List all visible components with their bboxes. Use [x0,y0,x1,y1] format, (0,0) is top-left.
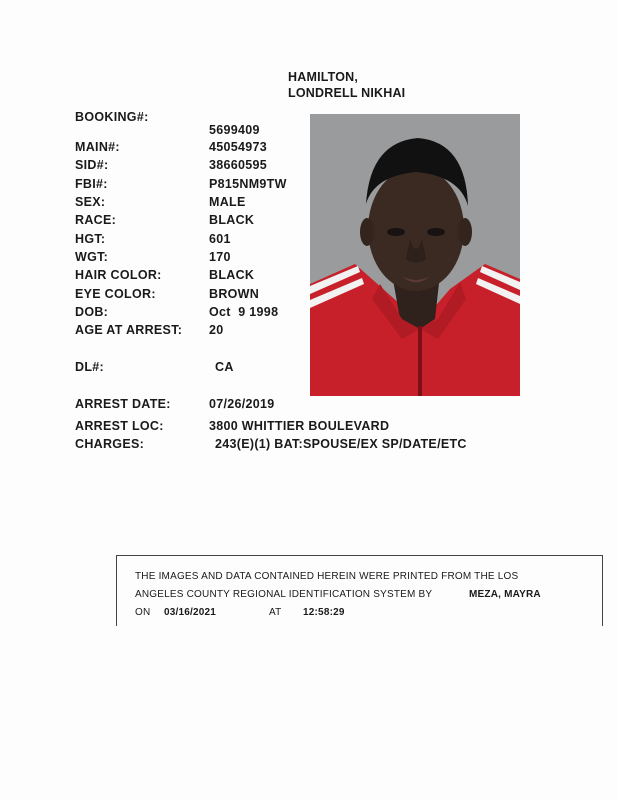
sex-value: MALE [209,195,246,209]
hgt-value: 601 [209,232,231,246]
subject-last-name: HAMILTON, [288,70,359,84]
print-date: 03/16/2021 [164,607,217,618]
arrest-date-value: 07/26/2019 [209,397,275,411]
hair-color-label: HAIR COLOR: [75,268,162,282]
subject-first-names: LONDRELL NIKHAI [288,86,406,100]
notice-line-1: THE IMAGES AND DATA CONTAINED HEREIN WERE PRINTED FROM THE LOS [135,571,519,582]
printed-by: MEZA, MAYRA [469,589,541,600]
eye-color-value: BROWN [209,287,260,301]
main-label: MAIN#: [75,140,120,154]
arrest-loc-label: ARREST LOC: [75,419,164,433]
booking-label: BOOKING#: [75,110,149,124]
dl-label: DL#: [75,360,104,374]
sex-label: SEX: [75,195,106,209]
notice-line-2: ANGELES COUNTY REGIONAL IDENTIFICATION SYSTEM BY [135,589,433,600]
charges-label: CHARGES: [75,437,145,451]
notice-on-label: ON [135,607,151,618]
main-value: 45054973 [209,140,268,154]
booking-photo-illustration [310,114,520,396]
race-value: BLACK [209,213,255,227]
hgt-label: HGT: [75,232,106,246]
print-time: 12:58:29 [303,607,345,618]
sid-value: 38660595 [209,158,268,172]
dob-value: Oct 9 1998 [209,305,279,319]
eye-color-label: EYE COLOR: [75,287,156,301]
wgt-label: WGT: [75,250,109,264]
fbi-label: FBI#: [75,177,108,191]
arrest-date-label: ARREST DATE: [75,397,171,411]
booking-value: 5699409 [209,123,260,137]
booking-photo [310,114,520,396]
sid-label: SID#: [75,158,109,172]
print-notice-box [116,555,603,626]
dob-label: DOB: [75,305,109,319]
notice-at-label: AT [269,607,282,618]
wgt-value: 170 [209,250,231,264]
arrest-loc-value: 3800 WHITTIER BOULEVARD [209,419,390,433]
hair-color-value: BLACK [209,268,255,282]
dl-value: CA [215,360,234,374]
fbi-value: P815NM9TW [209,177,287,191]
age-at-arrest-value: 20 [209,323,224,337]
charges-value: 243(E)(1) BAT:SPOUSE/EX SP/DATE/ETC [215,437,467,451]
age-at-arrest-label: AGE AT ARREST: [75,323,183,337]
race-label: RACE: [75,213,117,227]
